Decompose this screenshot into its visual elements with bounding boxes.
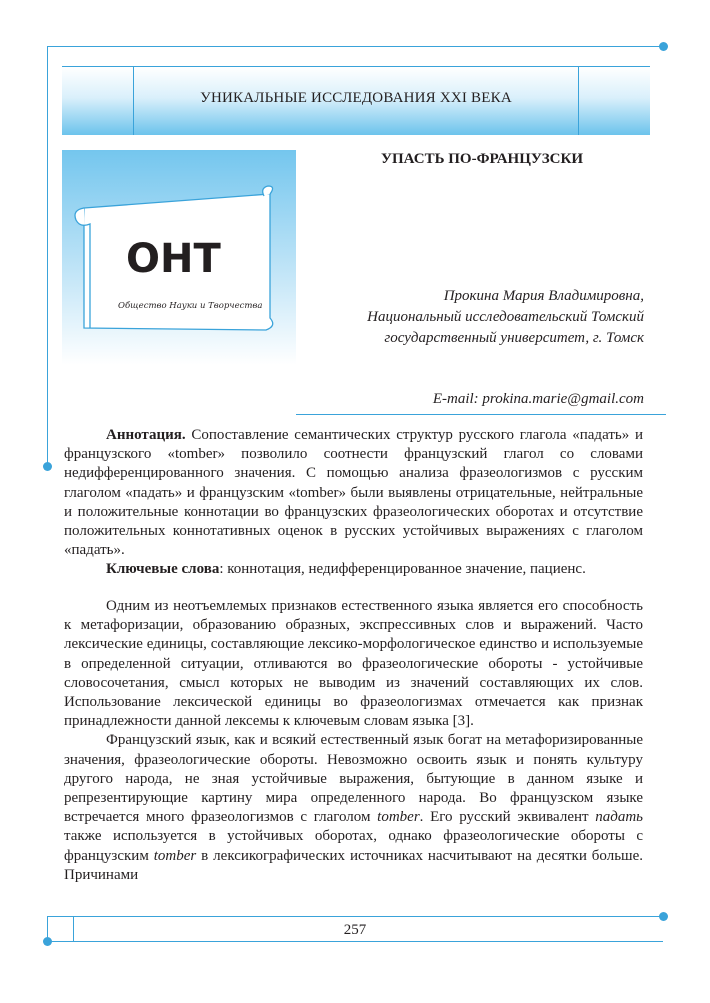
frame-dot-footer-right [659, 912, 668, 921]
author-affiliation-line2: государственный университет, г. Томск [384, 330, 644, 346]
scroll-logo-graphic [62, 150, 296, 365]
keywords-paragraph [64, 560, 643, 579]
logo-caption: Общество Науки и Творчества [118, 301, 263, 311]
p2-part-c: также используется в устойчивых оборотах, однако фразеологические обороты с французским [64, 828, 643, 864]
keywords-text: : коннотация, недифференцированное значение, пациенс. [219, 561, 586, 578]
abstract-paragraph [64, 426, 643, 560]
keywords-label: Ключевые слова [106, 561, 220, 578]
abstract-label: Аннотация. [106, 427, 186, 443]
frame-dot-left-mid [43, 462, 52, 471]
email-underline [296, 414, 666, 415]
logo-mark: ОНТ [126, 236, 221, 282]
body-paragraph-2 [64, 731, 643, 885]
abstract-text: Сопоставление семантических структур русского глагола «падать» и французского «tomber» позволило соотнести французский глагол со словами недифференцированного значения. С помощью анализа фразеологизмов с русским глаголом «падать» и французским «tomber» были выявлены отрицательные, нейтральные и положительные коннотации во французских фразеологических оборотах и отсутствие положительных коннотативных оценок в русских устойчивых выражениях с глаголом «падать». [64, 427, 643, 559]
p2-term-tomber-2: tomber [153, 847, 197, 864]
frame-top-line [47, 46, 663, 47]
author-block [367, 286, 644, 349]
author-affiliation-line1: Национальный исследовательский Томский [367, 309, 644, 325]
frame-dot-top-right [659, 42, 668, 51]
p2-part-d: в лексикографических источниках насчитывают на десятки больше. Причинами [64, 847, 643, 883]
publisher-logo [62, 150, 296, 365]
body-paragraph-1: Одним из неотъемлемых признаков естественного языка является его способность к метафоризации, образованию образных, экспрессивных слов и выражений. Часто лексические единицы, составляющие лексико-морфологическое единство и используемые в определенной ситуации, отливаются во фразеологические обороты - устойчивые словосочетания, смысл которых не выводим из значений составляющих их слов. Использование лексической единицы во фразеологизмах отмечается как признак принадлежности данной лексемы к ключевым словам языка [3]. [64, 598, 643, 730]
author-email: E-mail: prokina.marie@gmail.com [432, 391, 644, 407]
p2-part-a: Французский язык, как и всякий естественный язык богат на метафоризированные значения, фразеологические обороты. Невозможно освоить язык и понять культуру другого народа, не зная устойчивые выражения, бытующие в данном языке и репрезентирующие картину мира определенного народа. Во французском языке встречается много фразеологизмов с глаголом [64, 732, 643, 826]
article-title: УПАСТЬ ПО-ФРАНЦУЗСКИ [381, 151, 583, 167]
frame-left-line [47, 46, 48, 466]
author-name: Прокина Мария Владимировна, [443, 288, 644, 304]
p2-part-b: . Его русский эквивалент [419, 809, 596, 826]
abstract-section [64, 426, 643, 580]
page-number: 257 [343, 922, 367, 938]
p2-term-padat: падать [595, 809, 643, 826]
running-header [62, 66, 650, 135]
p2-term-tomber: tomber [377, 809, 420, 826]
frame-footer-line [47, 916, 663, 917]
journal-title: УНИКАЛЬНЫЕ ИССЛЕДОВАНИЯ XXI ВЕКА [200, 90, 512, 106]
body-text [64, 597, 643, 885]
frame-bottom-line [47, 941, 663, 942]
